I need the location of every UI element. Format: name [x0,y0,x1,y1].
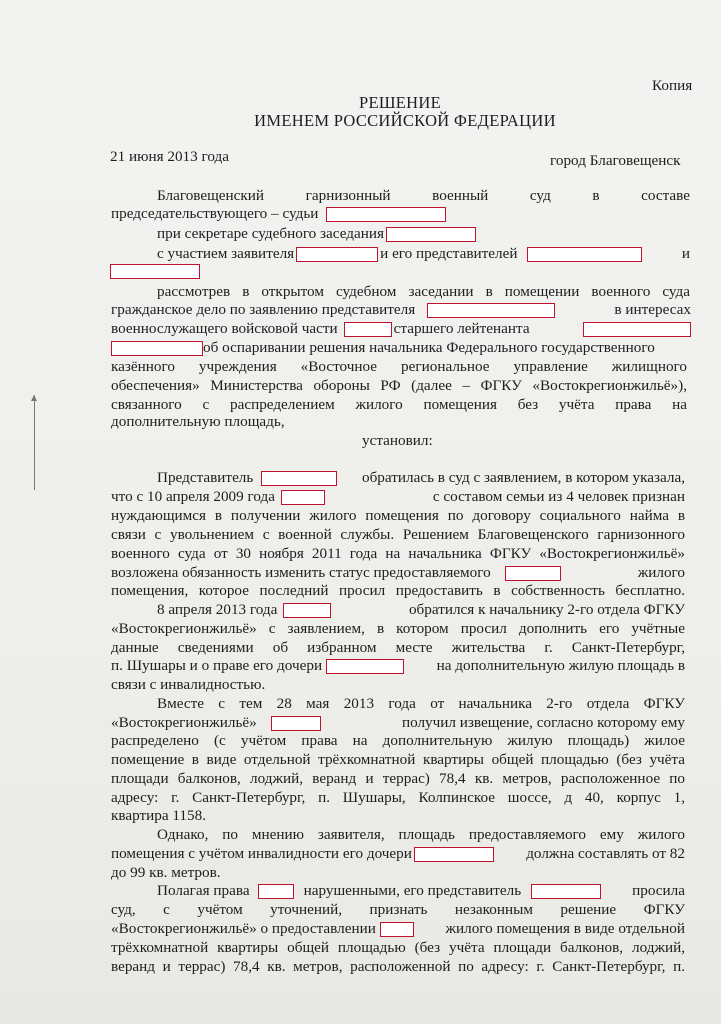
text-fragment: об оспаривании решения начальника Федерального государственного [203,339,655,356]
redaction-box [326,659,404,674]
redaction-box [386,227,476,242]
redaction-box [261,471,337,486]
paragraph-line: до 99 кв. метров. [111,864,221,881]
text-fragment: с участием заявителя [157,245,295,262]
redaction-box [110,264,200,279]
paragraph-line: рассмотрев в открытом судебном заседании в помещении военного суда [157,283,690,300]
paragraph-line: квартира 1158. [111,807,206,824]
text-fragment: «Востокрегионжильё» о предоставлении [111,920,376,937]
document-subtitle: ИМЕНЕМ РОССИЙСКОЙ ФЕДЕРАЦИИ [254,111,556,130]
text-fragment: при секретаре судебного заседания [157,225,384,242]
text-fragment: обратился к начальнику 2-го отдела ФГКУ [408,601,685,618]
text-fragment: гражданское дело по заявлению представителя [111,301,416,318]
paragraph-line [110,262,200,280]
paragraph-line [157,245,690,263]
document-title: РЕШЕНИЕ [359,93,441,112]
paragraph-line: данные сведениями об избранном месте жительства г. Санкт-Петербург, [111,639,685,656]
paragraph-line: площади балконов, лоджий, веранд и террас) 78,4 кв. метров, расположенное по [111,770,685,787]
paragraph-line: веранд и террас) 78,4 кв. метров, расположенной по адресу: г. Санкт-Петербург, п. [111,958,685,975]
text-fragment: в интересах [614,301,691,318]
text-fragment: п. Шушары и о праве его дочери [111,657,323,674]
text-fragment: и его представителей [380,245,518,262]
redaction-box [527,247,642,262]
text-fragment: жилого помещения в виде отдельной [445,920,685,937]
decision-date: 21 июня 2013 года [110,148,230,165]
text-fragment: старшего лейтенанта [393,320,530,337]
redaction-box [505,566,561,581]
paragraph-line: суд, с учётом уточнений, признать незаконным решение ФГКУ [111,901,685,918]
redaction-box [414,847,494,862]
redaction-box [427,303,555,318]
paragraph-line [111,714,685,732]
redaction-box [296,247,378,262]
redaction-box [271,716,321,731]
text-fragment: помещения с учётом инвалидности его дочери [111,845,412,862]
paragraph-line [157,225,478,243]
city: город Благовещенск [550,152,681,169]
paragraph-line: обеспечения» Министерства обороны РФ (далее – ФГКУ «Востокрегионжильё»), [111,377,687,394]
paragraph-line [111,920,685,938]
paragraph-line [111,301,691,319]
paragraph-line [157,882,685,900]
text-fragment: «Востокрегионжильё» [111,714,257,731]
paragraph-line: Однако, по мнению заявителя, площадь предоставляемого ему жилого [157,826,685,843]
paragraph-line: нуждающимся в получении жилого помещения по договору социального найма в [111,507,685,524]
paragraph-line [111,564,685,582]
paragraph-line: связи с увольнением с военной службы. Решением Благовещенского гарнизонного [111,526,685,543]
redaction-box [583,322,691,337]
paragraph-line: казённого учреждения «Восточное региональное управление жилищного [111,358,687,375]
text-fragment: что с 10 апреля 2009 года [111,488,275,505]
copy-mark: Копия [652,77,693,94]
paragraph-line: помещение в виде отдельной трёхкомнатной квартиры общей площадью (без учёта [111,751,685,768]
text-fragment: возложена обязанность изменить статус предоставляемого [111,564,491,581]
paragraph-line [111,488,685,506]
paragraph-line: помещения, которое последний просил предоставить в собственность бесплатно. [111,582,685,599]
text-fragment: должна составлять от 82 [526,845,685,862]
redaction-box [258,884,294,899]
paragraph-line [111,320,691,338]
text-fragment: Представитель [157,469,254,486]
redaction-box [283,603,331,618]
redaction-box [344,322,392,337]
text-fragment: военнослужащего войсковой части [111,320,338,337]
paragraph-line [157,469,685,487]
paragraph-line [111,205,448,223]
paragraph-line: дополнительную площадь, [111,413,285,430]
paragraph-line [111,339,655,357]
redaction-box [281,490,325,505]
redaction-box [380,922,414,937]
text-fragment: Полагая права [157,882,250,899]
paragraph-line: Благовещенский гарнизонный военный суд в составе [157,187,690,204]
paragraph-line: распределено (с учётом права на дополнительную жилую площадь) жилое [111,732,685,749]
redaction-box [111,341,203,356]
text-fragment: на дополнительную жилую площадь в [436,657,685,674]
paragraph-line: военного суда от 30 ноября 2011 года на начальника ФГКУ «Востокрегионжильё» [111,545,685,562]
paragraph-line [111,845,685,863]
paragraph-line: Вместе с тем 28 мая 2013 года от начальника 2-го отдела ФГКУ [157,695,685,712]
redaction-box [531,884,601,899]
text-fragment: 8 апреля 2013 года [157,601,278,618]
text-fragment: нарушенными, его представитель [303,882,522,899]
redaction-box [326,207,446,222]
text-fragment: получил извещение, согласно которому ему [401,714,685,731]
paragraph-line: связанного с распределением жилого помещения без учёта права на [111,396,687,413]
text-fragment: с составом семьи из 4 человек признан [432,488,685,505]
text-fragment: и [681,245,690,262]
section-heading: установил: [362,432,433,449]
paragraph-line: трёхкомнатной квартиры общей площадью (без учёта площади балконов, лоджий, [111,939,685,956]
text-fragment: жилого [637,564,685,581]
paragraph-line: адресу: г. Санкт-Петербург, п. Шушары, Колпинское шоссе, д 40, корпус 1, [111,789,685,806]
paragraph-line: «Востокрегионжильё» с заявлением, в котором просил дополнить его учётные [111,620,685,637]
paragraph-line [111,657,685,675]
text-fragment: председательствующего – судьи [111,205,319,222]
margin-pencil-mark [34,395,38,490]
paragraph-line [157,601,685,619]
text-fragment: обратилась в суд с заявлением, в котором указала, [361,469,685,486]
paragraph-line: связи с инвалидностью. [111,676,266,693]
text-fragment: просила [632,882,685,899]
